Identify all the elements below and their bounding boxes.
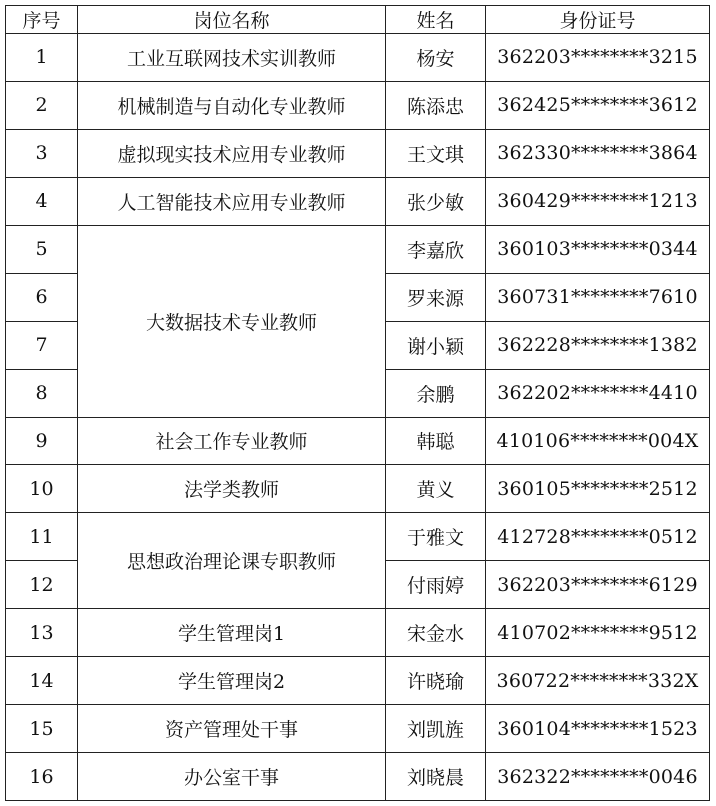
table-row xyxy=(6,753,710,801)
position-cell: 学生管理岗1 xyxy=(78,609,386,657)
name-cell: 宋金水 xyxy=(386,609,486,657)
header-name: 姓名 xyxy=(386,6,486,34)
id-cell: 360105********2512 xyxy=(486,465,710,513)
table-row xyxy=(6,34,710,82)
table-row xyxy=(6,465,710,513)
seq-cell: 1 xyxy=(6,34,78,82)
id-cell: 410106********004X xyxy=(486,417,710,465)
id-cell: 360429********1213 xyxy=(486,177,710,225)
seq-cell: 14 xyxy=(6,657,78,705)
header-id: 身份证号 xyxy=(486,6,710,34)
id-cell: 362228********1382 xyxy=(486,321,710,369)
id-cell: 412728********0512 xyxy=(486,513,710,561)
seq-cell: 10 xyxy=(6,465,78,513)
table-row xyxy=(6,225,710,273)
seq-cell: 5 xyxy=(6,225,78,273)
table-row xyxy=(6,81,710,129)
seq-cell: 16 xyxy=(6,753,78,801)
id-cell: 362322********0046 xyxy=(486,753,710,801)
table-row xyxy=(6,129,710,177)
table-row xyxy=(6,609,710,657)
table-row xyxy=(6,513,710,561)
position-cell: 学生管理岗2 xyxy=(78,657,386,705)
id-cell: 360722********332X xyxy=(486,657,710,705)
position-cell: 虚拟现实技术应用专业教师 xyxy=(78,129,386,177)
id-cell: 360104********1523 xyxy=(486,705,710,753)
id-cell: 362330********3864 xyxy=(486,129,710,177)
id-cell: 362202********4410 xyxy=(486,369,710,417)
id-cell: 360103********0344 xyxy=(486,225,710,273)
table-row xyxy=(6,417,710,465)
position-cell: 大数据技术专业教师 xyxy=(78,225,386,417)
name-cell: 刘晓晨 xyxy=(386,753,486,801)
seq-cell: 15 xyxy=(6,705,78,753)
name-cell: 韩聪 xyxy=(386,417,486,465)
position-cell: 法学类教师 xyxy=(78,465,386,513)
seq-cell: 12 xyxy=(6,561,78,609)
position-cell: 机械制造与自动化专业教师 xyxy=(78,81,386,129)
position-cell: 社会工作专业教师 xyxy=(78,417,386,465)
name-cell: 黄义 xyxy=(386,465,486,513)
name-cell: 杨安 xyxy=(386,34,486,82)
position-cell: 人工智能技术应用专业教师 xyxy=(78,177,386,225)
seq-cell: 11 xyxy=(6,513,78,561)
seq-cell: 8 xyxy=(6,369,78,417)
name-cell: 李嘉欣 xyxy=(386,225,486,273)
name-cell: 王文琪 xyxy=(386,129,486,177)
id-cell: 360731********7610 xyxy=(486,273,710,321)
seq-cell: 2 xyxy=(6,81,78,129)
name-cell: 刘凯旌 xyxy=(386,705,486,753)
seq-cell: 7 xyxy=(6,321,78,369)
name-cell: 许晓瑜 xyxy=(386,657,486,705)
id-cell: 362425********3612 xyxy=(486,81,710,129)
name-cell: 于雅文 xyxy=(386,513,486,561)
seq-cell: 6 xyxy=(6,273,78,321)
position-cell: 资产管理处干事 xyxy=(78,705,386,753)
seq-cell: 9 xyxy=(6,417,78,465)
id-cell: 362203********3215 xyxy=(486,34,710,82)
name-cell: 陈添忠 xyxy=(386,81,486,129)
name-cell: 付雨婷 xyxy=(386,561,486,609)
name-cell: 余鹏 xyxy=(386,369,486,417)
seq-cell: 4 xyxy=(6,177,78,225)
id-cell: 362203********6129 xyxy=(486,561,710,609)
header-position: 岗位名称 xyxy=(78,6,386,34)
header-row xyxy=(6,6,710,34)
name-cell: 罗来源 xyxy=(386,273,486,321)
name-cell: 张少敏 xyxy=(386,177,486,225)
id-cell: 410702********9512 xyxy=(486,609,710,657)
position-cell: 思想政治理论课专职教师 xyxy=(78,513,386,609)
seq-cell: 3 xyxy=(6,129,78,177)
table-row xyxy=(6,177,710,225)
header-seq: 序号 xyxy=(6,6,78,34)
table-row xyxy=(6,657,710,705)
position-cell: 工业互联网技术实训教师 xyxy=(78,34,386,82)
name-cell: 谢小颖 xyxy=(386,321,486,369)
table-row xyxy=(6,705,710,753)
position-cell: 办公室干事 xyxy=(78,753,386,801)
staff-roster-table xyxy=(5,5,710,801)
seq-cell: 13 xyxy=(6,609,78,657)
